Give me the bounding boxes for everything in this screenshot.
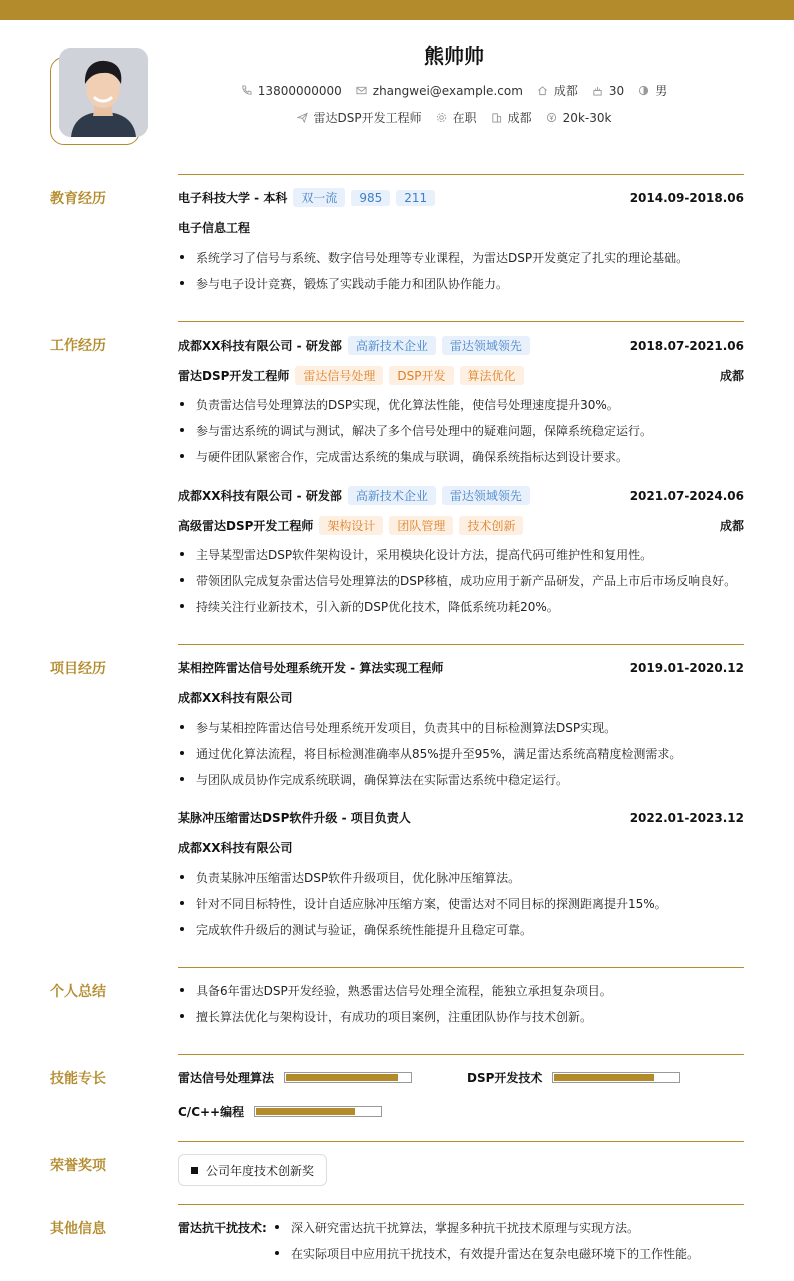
work-bullet: 带领团队完成复杂雷达信号处理算法的DSP移植，成功应用于新产品研发，产品上市后市场反响良好。 xyxy=(180,572,740,589)
skills-divider xyxy=(178,1054,744,1055)
project-bullet: 完成软件升级后的测试与验证，确保系统性能提升且稳定可靠。 xyxy=(180,921,740,938)
work-date: 2018.07-2021.06 xyxy=(629,338,744,353)
project-section-title: 项目经历 xyxy=(50,661,106,677)
square-bullet-icon xyxy=(191,1167,198,1174)
major-row xyxy=(178,219,744,236)
job-title-text: 雷达DSP开发工程师 xyxy=(313,111,422,125)
skill-bar xyxy=(284,1072,412,1083)
work-company-row xyxy=(178,336,744,355)
company-name: 成都XX科技有限公司 - 研发部 xyxy=(178,339,342,353)
position-name: 高级雷达DSP开发工程师 xyxy=(178,519,314,533)
project-title: 某相控阵雷达信号处理系统开发 - 算法实现工程师 xyxy=(178,661,444,675)
project-title-row xyxy=(178,809,744,826)
top-accent-bar xyxy=(0,0,794,20)
school-tag: 211 xyxy=(396,190,435,206)
gear-icon xyxy=(436,112,447,123)
phone-item xyxy=(241,84,342,98)
project-company-row xyxy=(178,689,744,706)
summary-bullet: 擅长算法优化与架构设计，有成功的项目案例，注重团队协作与技术创新。 xyxy=(180,1008,740,1025)
salary-item xyxy=(546,111,612,125)
company-name: 成都XX科技有限公司 - 研发部 xyxy=(178,489,342,503)
gender-text: 男 xyxy=(655,84,668,98)
work-location: 成都 xyxy=(719,369,744,383)
project-date: 2019.01-2020.12 xyxy=(629,660,744,675)
work-city-text: 成都 xyxy=(507,111,532,125)
age-item xyxy=(592,84,624,98)
awards-section-title: 荣誉奖项 xyxy=(50,1158,106,1174)
education-section-title: 教育经历 xyxy=(50,191,106,207)
work-bullet: 主导某型雷达DSP软件架构设计，采用模块化设计方法，提高代码可维护性和复用性。 xyxy=(180,546,740,563)
city-text: 成都 xyxy=(553,84,578,98)
candidate-name: 熊帅帅 xyxy=(424,44,484,68)
work-bullet: 负责雷达信号处理算法的DSP实现，优化算法性能，使信号处理速度提升30%。 xyxy=(180,396,740,413)
mail-icon xyxy=(356,85,367,96)
send-icon xyxy=(297,112,308,123)
salary-text: 20k-30k xyxy=(562,110,612,125)
project-company-row xyxy=(178,839,744,856)
education-bullet: 系统学习了信号与系统、数字信号处理等专业课程，为雷达DSP开发奠定了扎实的理论基础。 xyxy=(180,249,740,266)
position-tag: 算法优化 xyxy=(460,366,524,385)
summary-section-title: 个人总结 xyxy=(50,984,106,1000)
contact-row xyxy=(160,82,748,99)
work-city-item xyxy=(491,109,532,126)
skill-bar-fill xyxy=(554,1074,653,1081)
age-icon xyxy=(592,85,603,96)
work-position-row xyxy=(178,516,744,535)
coin-icon xyxy=(546,112,557,123)
skill-name: C/C++编程 xyxy=(178,1105,245,1119)
education-date: 2014.09-2018.06 xyxy=(629,190,744,205)
project-date: 2022.01-2023.12 xyxy=(629,810,744,825)
summary-divider xyxy=(178,967,744,968)
skill-bar-fill xyxy=(286,1074,398,1081)
school-name: 电子科技大学 - 本科 xyxy=(178,191,288,205)
project-bullet: 与团队成员协作完成系统联调，确保算法在实际雷达系统中稳定运行。 xyxy=(180,771,740,788)
project-divider xyxy=(178,644,744,645)
skill-item xyxy=(467,1069,680,1086)
work-company-row xyxy=(178,486,744,505)
status-item xyxy=(436,109,477,126)
position-name: 雷达DSP开发工程师 xyxy=(178,369,290,383)
work-bullet: 参与雷达系统的调试与测试，解决了多个信号处理中的疑难问题，保障系统稳定运行。 xyxy=(180,422,740,439)
project-title: 某脉冲压缩雷达DSP软件升级 - 项目负责人 xyxy=(178,811,411,825)
skill-name: DSP开发技术 xyxy=(467,1071,543,1085)
other-label: 雷达抗干扰技术: xyxy=(178,1221,267,1235)
project-company: 成都XX科技有限公司 xyxy=(178,691,293,705)
other-section-title: 其他信息 xyxy=(50,1221,106,1237)
company-tag: 高新技术企业 xyxy=(348,336,436,355)
phone-text: 13800000000 xyxy=(257,83,342,98)
age-text: 30 xyxy=(608,83,625,98)
major-name: 电子信息工程 xyxy=(178,221,251,235)
job-title-item xyxy=(297,109,422,126)
skill-name: 雷达信号处理算法 xyxy=(178,1071,275,1085)
gender-item xyxy=(638,82,667,99)
city-item xyxy=(537,82,578,99)
award-text: 公司年度技术创新奖 xyxy=(206,1163,315,1178)
project-title-row xyxy=(178,659,744,676)
job-row xyxy=(160,109,748,126)
work-section-title: 工作经历 xyxy=(50,338,106,354)
project-company: 成都XX科技有限公司 xyxy=(178,841,293,855)
award-badge xyxy=(178,1154,327,1186)
education-divider xyxy=(178,174,744,175)
company-tag: 雷达领域领先 xyxy=(442,336,530,355)
building-icon xyxy=(491,112,502,123)
project-bullet: 针对不同目标特性，设计自适应脉冲压缩方案，使雷达对不同目标的探测距离提升15%。 xyxy=(180,895,740,912)
position-tag: 团队管理 xyxy=(389,516,453,535)
school-tag: 985 xyxy=(351,190,390,206)
status-text: 在职 xyxy=(452,111,477,125)
other-bullet: 在实际项目中应用抗干扰技术，有效提升雷达在复杂电磁环境下的工作性能。 xyxy=(275,1245,755,1262)
summary-bullet: 具备6年雷达DSP开发经验，熟悉雷达信号处理全流程，能独立承担复杂项目。 xyxy=(180,982,740,999)
other-bullet: 深入研究雷达抗干扰算法，掌握多种抗干扰技术原理与实现方法。 xyxy=(275,1219,755,1236)
gender-icon xyxy=(638,85,649,96)
skill-bar-fill xyxy=(256,1108,355,1115)
school-tag: 双一流 xyxy=(293,188,345,207)
email-item xyxy=(356,84,523,98)
project-bullet: 通过优化算法流程，将目标检测准确率从85%提升至95%，满足雷达系统高精度检测需求。 xyxy=(180,745,740,762)
skills-section-title: 技能专长 xyxy=(50,1071,106,1087)
email-text: zhangwei@example.com xyxy=(372,83,523,98)
skill-item xyxy=(178,1103,382,1120)
education-header-row xyxy=(178,188,744,207)
skill-bar xyxy=(254,1106,382,1117)
position-tag: 技术创新 xyxy=(459,516,523,535)
project-bullet: 负责某脉冲压缩雷达DSP软件升级项目，优化脉冲压缩算法。 xyxy=(180,869,740,886)
work-bullet: 持续关注行业新技术，引入新的DSP优化技术，降低系统功耗20%。 xyxy=(180,598,740,615)
education-bullet: 参与电子设计竞赛，锻炼了实践动手能力和团队协作能力。 xyxy=(180,275,740,292)
work-bullet: 与硬件团队紧密合作，完成雷达系统的集成与联调，确保系统指标达到设计要求。 xyxy=(180,448,740,465)
position-tag: DSP开发 xyxy=(389,366,453,385)
work-date: 2021.07-2024.06 xyxy=(629,488,744,503)
awards-divider xyxy=(178,1141,744,1142)
skill-bar xyxy=(552,1072,680,1083)
project-bullet: 参与某相控阵雷达信号处理系统开发项目，负责其中的目标检测算法DSP实现。 xyxy=(180,719,740,736)
position-tag: 雷达信号处理 xyxy=(295,366,383,385)
skill-item xyxy=(178,1069,412,1086)
work-position-row xyxy=(178,366,744,385)
company-tag: 高新技术企业 xyxy=(348,486,436,505)
company-tag: 雷达领域领先 xyxy=(442,486,530,505)
position-tag: 架构设计 xyxy=(319,516,383,535)
phone-icon xyxy=(241,85,252,96)
other-divider xyxy=(178,1204,744,1205)
work-location: 成都 xyxy=(719,519,744,533)
work-divider xyxy=(178,321,744,322)
home-icon xyxy=(537,85,548,96)
